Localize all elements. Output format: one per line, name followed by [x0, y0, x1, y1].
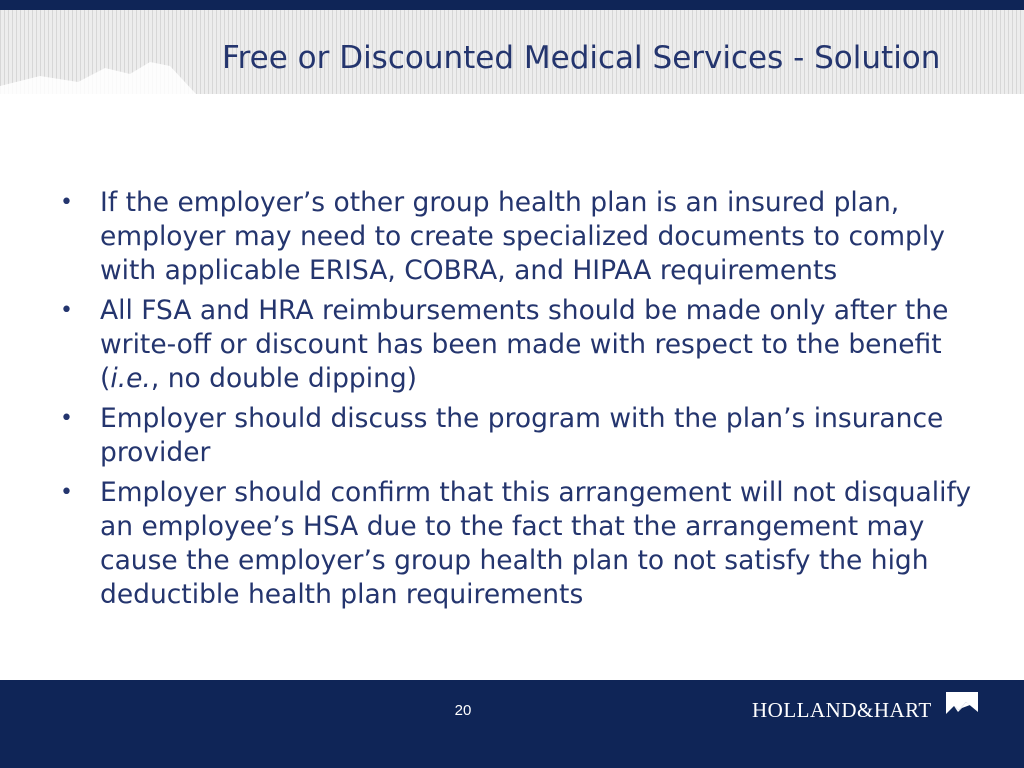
bullet-text — [100, 295, 948, 394]
holland-hart-logo — [752, 692, 984, 728]
bullet-item — [60, 476, 980, 612]
top-accent-bar — [0, 0, 1024, 10]
logo-text: HOLLAND&HART — [752, 698, 932, 722]
bullet-text-italic: i.e. — [110, 363, 151, 394]
bullet-icon: • — [60, 298, 73, 323]
bullet-item — [60, 186, 980, 288]
bullet-icon: • — [60, 190, 73, 215]
slide-title: Free or Discounted Medical Services - Solution — [222, 40, 941, 76]
bullet-text-part: All FSA and HRA reimbursements should be made only after the write-off or discount has been made with respect to the benefit ( — [100, 295, 949, 394]
bullet-text: Employer should discuss the program with the plan’s insurance provider — [100, 403, 944, 468]
bullet-icon: • — [60, 406, 73, 431]
page-number: 20 — [454, 702, 472, 719]
bullet-icon: • — [60, 480, 73, 505]
bullet-list — [60, 186, 980, 618]
bullet-text-part: , no double dipping) — [150, 363, 418, 394]
bullet-item — [60, 402, 980, 470]
bullet-text: Employer should confirm that this arrangement will not disqualify an employee’s HSA due to the fact that the arrangement may cause the employer’s group health plan to not satisfy the high deductible health plan requirements — [100, 477, 972, 610]
mountain-logo-icon — [946, 692, 978, 726]
bullet-item — [60, 294, 980, 396]
bullet-text: If the employer’s other group health plan is an insured plan, employer may need to create specialized documents to comply with applicable ERISA, COBRA, and HIPAA requirements — [100, 187, 945, 286]
